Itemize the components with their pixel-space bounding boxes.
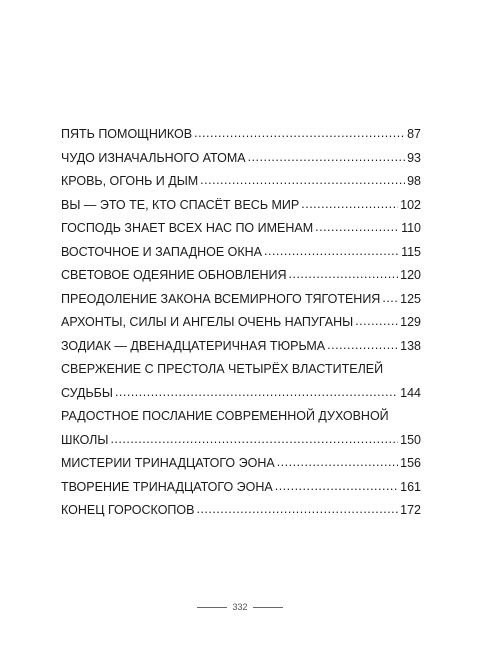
dot-leader — [248, 146, 406, 170]
toc-entry-page: 129 — [400, 315, 421, 329]
toc-entry-title: СВЕТОВОЕ ОДЕЯНИЕ ОБНОВЛЕНИЯ — [61, 268, 287, 282]
toc-entry-page: 93 — [407, 150, 421, 165]
toc-entry[interactable] — [61, 452, 421, 476]
dot-leader — [277, 451, 398, 475]
dot-leader — [200, 169, 405, 193]
toc-entry-title-line1[interactable]: РАДОСТНОЕ ПОСЛАНИЕ СОВРЕМЕННОЙ ДУХОВНОЙ — [61, 409, 389, 423]
toc-entry-title: ЧУДО ИЗНАЧАЛЬНОГО АТОМА — [61, 150, 246, 165]
toc-entry[interactable] — [61, 194, 421, 218]
toc-entry-title: ГОСПОДЬ ЗНАЕТ ВСЕХ НАС ПО ИМЕНАМ — [61, 221, 314, 235]
toc-entry-page: 172 — [400, 503, 421, 517]
toc-entry-title-line1[interactable]: СВЕРЖЕНИЕ С ПРЕСТОЛА ЧЕТЫРЁХ ВЛАСТИТЕЛЕЙ — [61, 362, 384, 376]
dot-leader — [289, 263, 399, 287]
toc-entry-title: АРХОНТЫ, СИЛЫ И АНГЕЛЫ ОЧЕНЬ НАПУГАНЫ — [61, 315, 354, 329]
dot-leader — [382, 287, 398, 311]
toc-entry[interactable] — [61, 499, 421, 523]
toc-entry-title: ЗОДИАК — ДВЕНАДЦАТЕРИЧНАЯ ТЮРЬМА — [61, 338, 326, 353]
toc-entry-page: 102 — [400, 197, 421, 212]
footer-rule-right — [253, 607, 283, 608]
page-footer — [0, 602, 480, 612]
toc-entry-title: ТВОРЕНИЕ ТРИНАДЦАТОГО ЭОНА — [61, 479, 273, 494]
toc-entry-page: 161 — [400, 479, 421, 494]
toc-entry-page: 87 — [407, 127, 421, 141]
toc-entry-page: 138 — [400, 338, 421, 353]
toc-entry-page: 120 — [400, 268, 421, 282]
toc-entry[interactable] — [61, 311, 421, 335]
dot-leader — [194, 122, 405, 146]
dot-leader — [301, 193, 398, 217]
toc-entry-title: ВОСТОЧНОЕ И ЗАПАДНОЕ ОКНА — [61, 244, 263, 259]
toc-entry-title: МИСТЕРИИ ТРИНАДЦАТОГО ЭОНА — [61, 456, 275, 470]
toc-entry-title: ШКОЛЫ — [61, 432, 109, 447]
toc-entry-title: СУДЬБЫ — [61, 385, 113, 400]
toc-entry[interactable] — [61, 123, 421, 147]
dot-leader — [327, 334, 398, 358]
toc-entry-title: КРОВЬ, ОГОНЬ И ДЫМ — [61, 174, 199, 188]
toc-entry-title: ПРЕОДОЛЕНИЕ ЗАКОНА ВСЕМИРНОГО ТЯГОТЕНИЯ — [61, 291, 381, 306]
dot-leader — [110, 428, 398, 452]
toc-entry-page: 98 — [407, 174, 421, 188]
toc-entry[interactable] — [61, 288, 421, 312]
toc-entry-page: 156 — [400, 456, 421, 470]
dot-leader — [315, 216, 399, 240]
toc-entry[interactable] — [61, 264, 421, 288]
toc-entry[interactable] — [61, 476, 421, 500]
toc-entry-page: 110 — [401, 221, 421, 235]
toc-entry[interactable] — [61, 147, 421, 171]
toc-entry-title: ПЯТЬ ПОМОЩНИКОВ — [61, 127, 193, 141]
dot-leader — [115, 381, 398, 405]
toc-entry[interactable] — [61, 382, 421, 406]
dot-leader — [275, 475, 398, 499]
toc-entry[interactable] — [61, 335, 421, 359]
toc-entry-page: 125 — [400, 291, 421, 306]
toc-entry-title: КОНЕЦ ГОРОСКОПОВ — [61, 503, 195, 517]
dot-leader — [355, 310, 398, 334]
toc-entry[interactable] — [61, 241, 421, 265]
toc-entry-title: ВЫ — ЭТО ТЕ, КТО СПАСЁТ ВЕСЬ МИР — [61, 197, 300, 212]
toc-entry[interactable] — [61, 217, 421, 241]
toc-entry-page: 115 — [401, 244, 421, 259]
table-of-contents — [61, 123, 421, 523]
toc-entry[interactable] — [61, 429, 421, 453]
dot-leader — [196, 498, 398, 522]
dot-leader — [264, 240, 399, 264]
page-number: 332 — [232, 602, 248, 612]
toc-entry[interactable] — [61, 170, 421, 194]
toc-entry-page: 150 — [400, 432, 421, 447]
footer-rule-left — [197, 607, 227, 608]
toc-entry-page: 144 — [400, 385, 421, 400]
